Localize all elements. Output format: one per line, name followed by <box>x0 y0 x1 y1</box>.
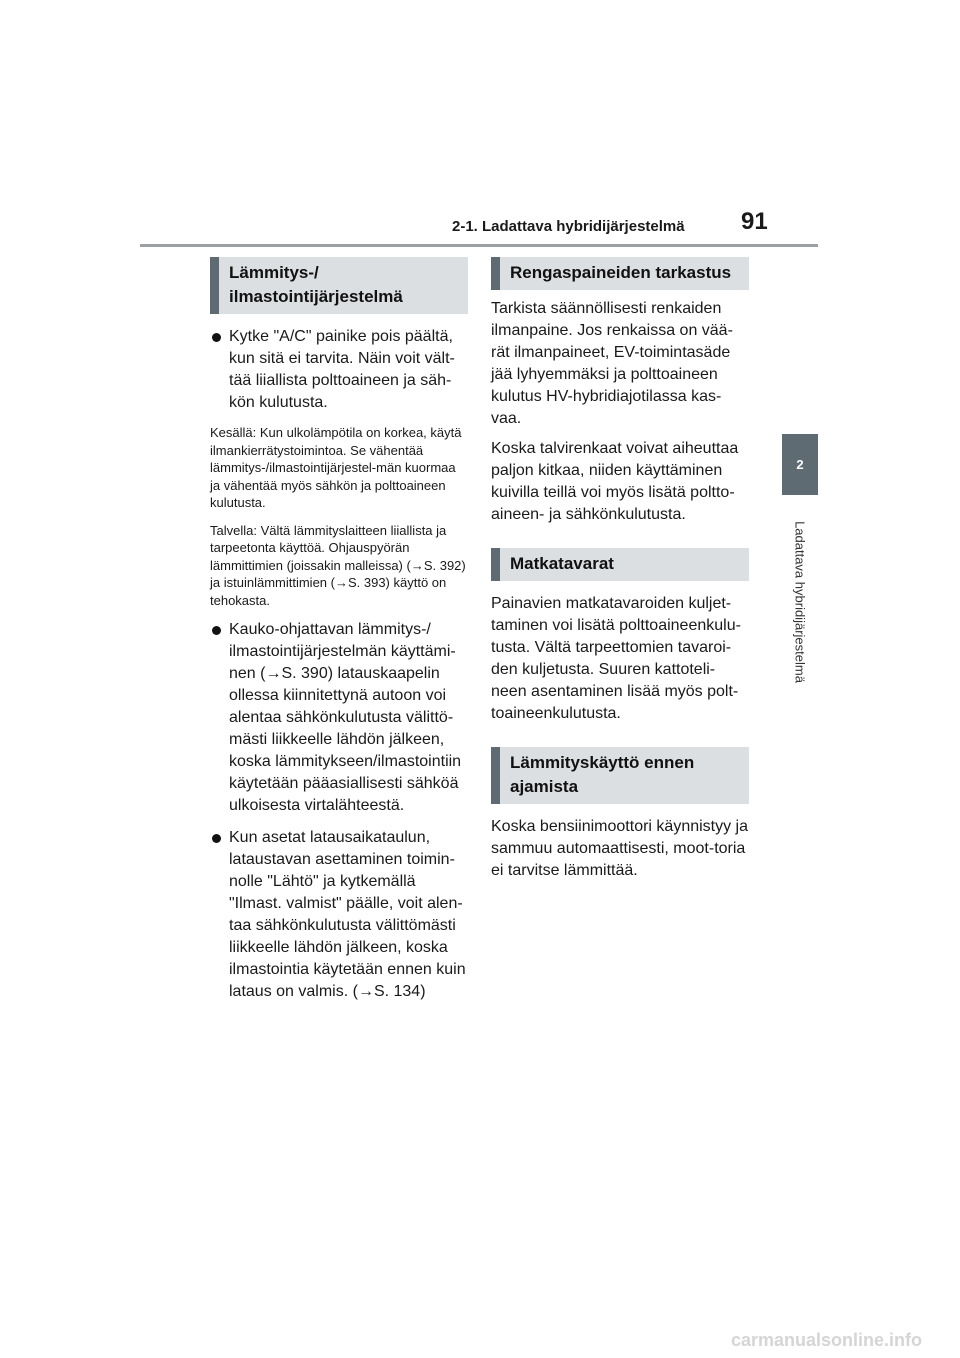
footer-watermark: carmanualsonline.info <box>730 1330 922 1350</box>
bullet-text: Kauko-ohjattavan lämmitys-/ ilmastointijärjestelmän käyttämi-nen (→S. 390) latauskaapelin ollessa kiinnitettynä autoon voi alentaa sähkönkulutusta välittö-mästi liikkeelle lähdön jälkeen, koska lämmitykseen/ilmastointiin käytetään pääasiallisesti sähköä ulkoisesta virtalähteestä. <box>229 621 462 814</box>
chapter-tab <box>782 434 818 495</box>
para-tire-pressure: Tarkista säännöllisesti renkaiden ilmanpaine. Jos renkaissa on vää-rät ilmanpaineet, EV-toimintasäde jää lyhyemmäksi ja polttoaineen kulutus HV-hybridiajotilassa kas-vaa. <box>491 300 733 427</box>
chapter-title: Ladattava hybridijärjestelmä <box>792 521 808 683</box>
chapter-number: 2 <box>796 457 804 472</box>
header-divider <box>140 244 818 247</box>
bullet-ac <box>210 326 468 414</box>
heading-warm-up: Lämmityskäyttö ennen ajamista <box>491 747 749 804</box>
page-number: 91 <box>741 208 768 235</box>
left-column <box>210 257 468 1003</box>
bullet-text: Kytke "A/C" painike pois päältä, kun sitä ei tarvita. Näin voit vält-tää liiallista polttoaineen ja säh-kön kulutusta. <box>229 328 455 411</box>
bullet-schedule <box>210 827 468 1003</box>
para-warm-up: Koska bensiinimoottori käynnistyy ja sammuu automaattisesti, moot-toria ei tarvitse lämmittää. <box>491 818 749 879</box>
note-summer: Kesällä: Kun ulkolämpötila on korkea, käytä ilmankierrätystoimintoa. Se vähentää lämmitys-/ilmastointijärjestel-män kuormaa ja vähentää myös sähkön ja polttoaineen kulutusta. <box>210 425 462 510</box>
heading-tire-pressure: Rengaspaineiden tarkastus <box>491 257 749 290</box>
section-title: 2-1. Ladattava hybridijärjestelmä <box>452 218 685 235</box>
bullet-icon <box>212 834 221 843</box>
note-winter: Talvella: Vältä lämmityslaitteen liiallista ja tarpeetonta käyttöä. Ohjauspyörän lämmittimien (joissakin malleissa) (→S. 392) ja istuinlämmittimien (→S. 393) käyttö on tehokasta. <box>210 522 466 608</box>
bullet-remote <box>210 619 468 817</box>
para-winter-tires: Koska talvirenkaat voivat aiheuttaa paljon kitkaa, niiden käyttäminen kuivilla teillä voi myös lisätä poltto-aineen- ja sähkönkulutusta. <box>491 440 739 523</box>
heading-luggage: Matkatavarat <box>491 548 749 581</box>
right-column <box>491 257 749 882</box>
bullet-icon <box>212 333 221 342</box>
bullet-icon <box>212 626 221 635</box>
heading-heating: Lämmitys-/ ilmastointijärjestelmä <box>210 257 468 314</box>
bullet-text: Kun asetat latausaikataulun, lataustavan asettaminen toimin-nolle "Lähtö" ja kytkemällä "Ilmast. valmist" päälle, voit alen-taa sähkönkulutusta välittömästi liikkeelle lähdön jälkeen, koska ilmastointia käytetään ennen kuin lataus on valmis. (→S. 134) <box>229 829 466 1000</box>
para-luggage: Painavien matkatavaroiden kuljet-taminen voi lisätä polttoaineenkulu-tusta. Vältä tarpeettomien tavaroi-den kuljetusta. Suuren kattoteli-neen asentaminen lisää myös polt-toaineenkulutusta. <box>491 595 741 722</box>
